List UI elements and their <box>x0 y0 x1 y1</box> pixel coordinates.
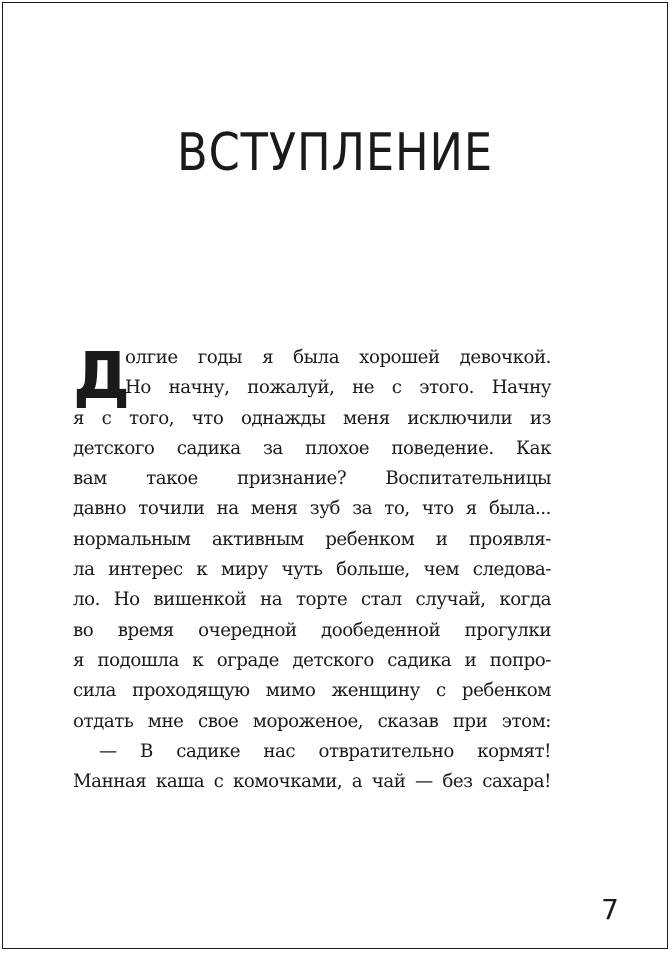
text-line: сила проходящую мимо женщину с ребенком <box>73 680 551 702</box>
text-line: отдать мне свое мороженое, сказав при этом: <box>73 710 551 732</box>
text-line: нормальным активным ребенком и проявля- <box>73 528 551 550</box>
text-line: во время очередной дообеденной прогулки <box>73 619 551 641</box>
page-number: 7 <box>601 893 619 926</box>
text-line: Но начну, пожалуй, не с этого. Начну <box>125 377 551 399</box>
book-page <box>2 2 668 949</box>
text-line: ла интерес к миру чуть больше, чем следова- <box>73 559 551 581</box>
text-line: я с того, что однажды меня исключили из <box>73 407 551 429</box>
text-line: я подошла к ограде детского садика и попро- <box>73 649 551 671</box>
dialog-line: Манная каша с комочками, а чай — без сахара! <box>73 771 551 793</box>
dialog-line: — В садике нас отвратительно кормят! <box>99 740 551 762</box>
text-line: олгие годы я была хорошей девочкой. <box>125 347 551 368</box>
body-text <box>73 340 551 797</box>
text-line: ло. Но вишенкой на торте стал случай, когда <box>73 589 551 611</box>
chapter-title: ВСТУПЛЕНИЕ <box>177 123 493 183</box>
text-line: детского садика за плохое поведение. Как <box>73 437 551 459</box>
text-line: вам такое признание? Воспитательницы <box>73 468 551 490</box>
drop-cap: Д <box>73 340 130 414</box>
text-line: давно точили на меня зуб за то, что я была... <box>73 498 551 520</box>
